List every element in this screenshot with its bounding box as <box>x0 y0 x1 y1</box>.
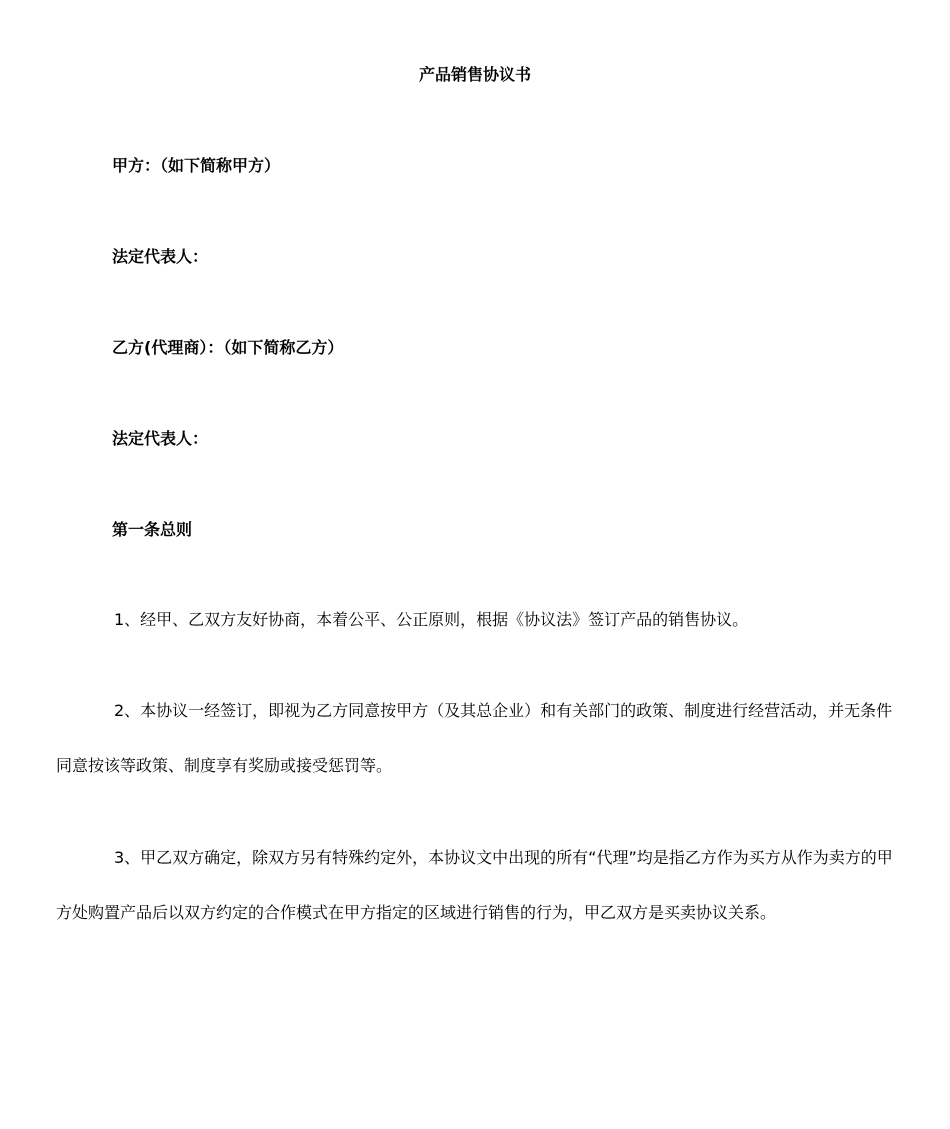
paragraph-1: 1、经甲、乙双方友好协商，本着公平、公正原则，根据《协议法》签订产品的销售协议。 <box>114 610 749 629</box>
party-b-line: 乙方(代理商）：（如下简称乙方） <box>112 338 344 357</box>
party-a-representative-line: 法定代表人： <box>112 247 209 266</box>
document-title: 产品销售协议书 <box>418 65 531 84</box>
article-1-heading: 第一条总则 <box>112 520 193 539</box>
party-b-representative-line: 法定代表人： <box>112 429 209 448</box>
paragraph-3: 3、甲乙双方确定，除双方另有特殊约定外，本协议文中出现的所有“代理”均是指乙方作为买方从作为卖方的甲方处购置产品后以双方约定的合作模式在甲方指定的区域进行销售的行为，甲乙双方是买卖协议关系。 <box>56 848 893 922</box>
party-a-line: 甲方：（如下简称甲方） <box>112 156 281 175</box>
paragraph-2: 2、本协议一经签订，即视为乙方同意按甲方（及其总企业）和有关部门的政策、制度进行经营活动，并无条件同意按该等政策、制度享有奖励或接受惩罚等。 <box>56 701 893 775</box>
